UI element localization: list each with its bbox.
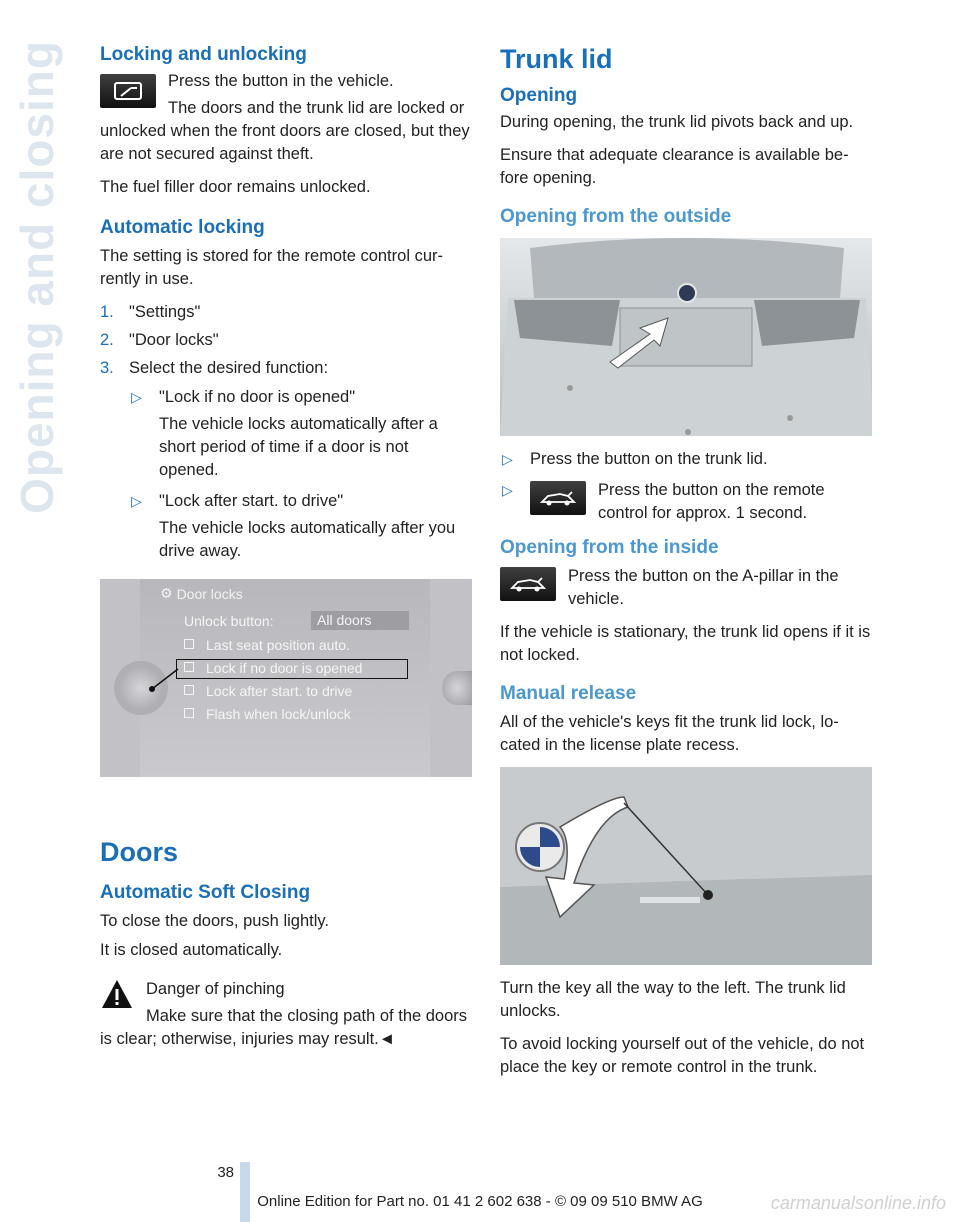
warning-text: Make sure that the closing path of the doors is clear; otherwise, injuries may result.◄ <box>100 1007 468 1048</box>
chapter-sidebar <box>8 40 66 660</box>
screen-header-label: Door locks <box>176 585 243 602</box>
locking-p2: The doors and the trunk lid are locked or unlocked when the front doors are closed, but they are not secured against theft. <box>100 99 470 163</box>
opening-p2: Ensure that adequate clearance is available be-fore opening. <box>500 146 849 187</box>
gear-icon: ⚙ <box>160 585 173 601</box>
right-column <box>500 44 874 1089</box>
option-item: ▷ "Lock after start. to drive" The vehicle locks automatically after you drive away. <box>131 492 456 560</box>
bullet-triangle-icon: ▷ <box>131 493 142 509</box>
left-column <box>100 44 472 1061</box>
step-item: 3. Select the desired function: ▷ "Lock if no door is opened" The vehicle locks automatically after a short period of time if a door is not opened. ▷ "Lock after start. to drive" The vehicle locks automatically after you drive away. <box>100 357 472 563</box>
unlock-label: Unlock button: <box>184 613 274 629</box>
door-locks-screen-image <box>100 579 472 777</box>
doors-p2: It is closed automatically. <box>100 941 283 959</box>
trunk-rear-image <box>500 238 872 436</box>
a-pillar-trunk-button-icon <box>500 567 556 601</box>
doors-heading: Doors <box>100 837 179 867</box>
outside-options <box>500 448 874 525</box>
manual-p2: Turn the key all the way to the left. The trunk lid unlocks. <box>500 979 846 1020</box>
auto-locking-steps <box>100 301 472 563</box>
bullet-triangle-icon: ▷ <box>502 482 513 498</box>
step-item: 2. "Door locks" <box>100 331 219 349</box>
step-item: 1. "Settings" <box>100 303 201 321</box>
soft-closing-heading: Automatic Soft Closing <box>100 882 311 903</box>
inside-p2: If the vehicle is stationary, the trunk lid opens if it is not locked. <box>500 623 871 664</box>
locking-heading: Locking and unlocking <box>100 44 307 65</box>
remote-trunk-button-icon <box>530 481 586 515</box>
bullet-triangle-icon: ▷ <box>502 451 513 467</box>
auto-locking-heading: Automatic locking <box>100 217 265 238</box>
manual-release-image <box>500 767 872 965</box>
manual-p1: All of the vehicle's keys fit the trunk lid lock, lo-cated in the license plate recess. <box>500 713 839 754</box>
trunk-lid-heading: Trunk lid <box>500 44 613 74</box>
footer-bar <box>240 1162 250 1222</box>
locking-p3: The fuel filler door remains unlocked. <box>100 178 371 196</box>
inside-p1: Press the button on the A-pillar in the vehicle. <box>568 567 839 608</box>
lock-button-icon <box>100 74 156 108</box>
opening-p1: During opening, the trunk lid pivots back and up. <box>500 113 854 131</box>
option-item: ▷ Press the button on the remote control for approx. 1 second. <box>502 481 825 522</box>
manual-release-heading: Manual release <box>500 683 637 704</box>
option-item: ▷ "Lock if no door is opened" The vehicle locks automatically after a short period of time if a door is not opened. <box>131 388 438 479</box>
function-options <box>129 386 472 563</box>
page-number: 38 <box>217 1164 234 1181</box>
chapter-title: Opening and closing <box>11 40 63 514</box>
auto-locking-p1: The setting is stored for the remote control cur-rently in use. <box>100 247 443 288</box>
outside-heading: Opening from the outside <box>500 206 732 227</box>
opening-heading: Opening <box>500 85 578 106</box>
warning-icon <box>100 978 134 1010</box>
screen-option: Lock if no door is opened <box>184 660 362 676</box>
screen-option: Flash when lock/unlock <box>184 706 351 722</box>
warning-title: Danger of pinching <box>146 980 285 998</box>
bullet-triangle-icon: ▷ <box>131 389 142 405</box>
inside-heading: Opening from the inside <box>500 537 719 558</box>
screen-option: Last seat position auto. <box>184 637 350 653</box>
screen-option: Lock after start. to drive <box>184 683 352 699</box>
pointer-line <box>100 579 472 777</box>
manual-p3: To avoid locking yourself out of the vehicle, do not place the key or remote control in the trunk. <box>500 1035 865 1076</box>
locking-p1: Press the button in the vehicle. <box>168 72 394 90</box>
unlock-value: All doors <box>311 611 409 630</box>
option-item: ▷ Press the button on the trunk lid. <box>500 448 874 471</box>
footer-text: Online Edition for Part no. 01 41 2 602 638 - © 09 09 510 BMW AG <box>257 1193 703 1210</box>
doors-p1: To close the doors, push lightly. <box>100 912 329 930</box>
watermark: carmanualsonline.info <box>770 1193 946 1213</box>
